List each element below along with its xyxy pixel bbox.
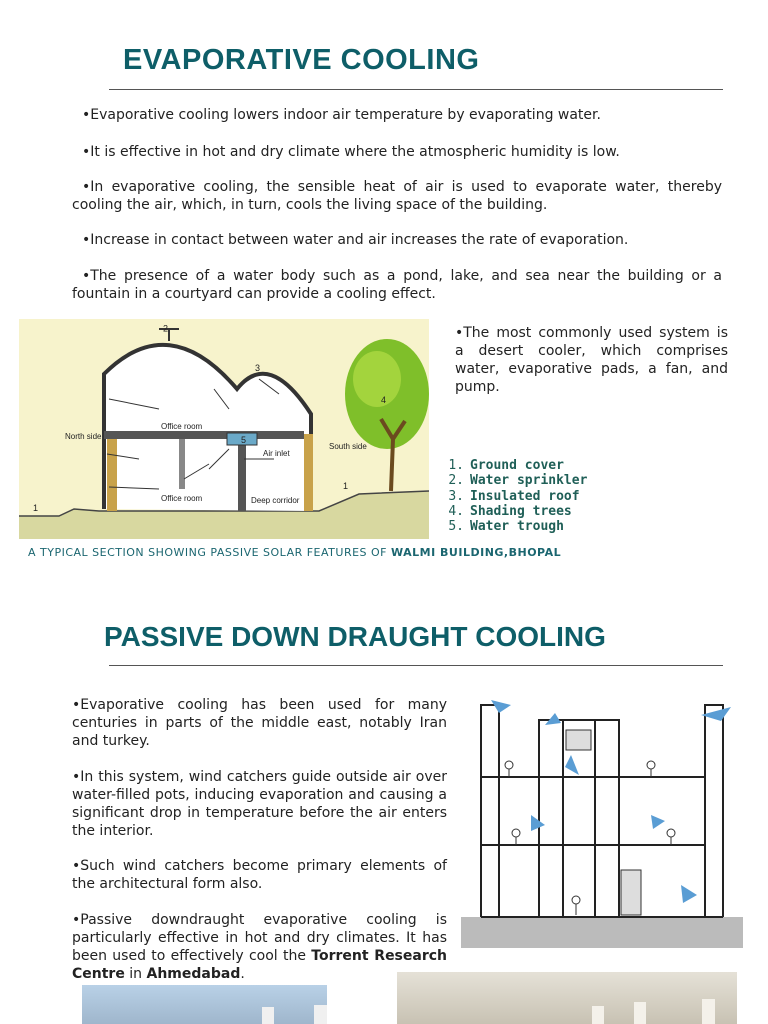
legend-item: 5. Water trough: [448, 519, 564, 535]
bullet-2: •It is effective in hot and dry climate where the atmospheric humidity is low.: [82, 144, 620, 160]
caption-bold: WALMI BUILDING,BHOPAL: [391, 546, 562, 559]
bullet-1: •Evaporative cooling lowers indoor air temperature by evaporating water.: [82, 107, 601, 123]
legend-list: [434, 458, 734, 534]
legend-item: 4. Shading trees: [448, 503, 572, 519]
legend-item: 3. Insulated roof: [448, 488, 580, 504]
building-photo-right: [397, 972, 737, 1024]
legend-item: 1. Ground cover: [448, 458, 564, 473]
label-num-5: 5: [241, 435, 247, 445]
building-photo-left: [82, 985, 327, 1024]
pdc-para-2: •In this system, wind catchers guide outside air over water-filled pots, inducing evaporation and causing a significant drop in temperature before the air enters the interior.: [72, 769, 447, 839]
pdc-para-4: •Passive downdraught evaporative cooling is particularly effective in hot and dry climates. It has been used to effectively cool the Torrent Research Centre in Ahmedabad.: [72, 912, 448, 982]
label-office-room-top: Office room: [161, 422, 203, 431]
label-num-3: 3: [255, 363, 261, 373]
section2-title: PASSIVE DOWN DRAUGHT COOLING: [104, 621, 606, 652]
bullet-3: •In evaporative cooling, the sensible heat of air is used to evaporate water, thereby cooling the air, which, in turn, cools the living space of the building.: [72, 179, 722, 213]
label-num-1b: 1: [343, 481, 349, 491]
section2-rule: [109, 665, 723, 666]
legend-item: 2. Water sprinkler: [448, 473, 588, 489]
label-deep-corridor: Deep corridor: [251, 496, 300, 505]
label-num-1: 1: [33, 503, 39, 513]
caption-prefix: A TYPICAL SECTION SHOWING PASSIVE SOLAR FEATURES OF: [28, 546, 392, 559]
windcatcher-section-diagram: [461, 695, 743, 948]
walmi-section-diagram: [19, 319, 429, 539]
pdc-para-1: •Evaporative cooling has been used for many centuries in parts of the middle east, notably Iran and turkey.: [72, 697, 447, 749]
section1-title: EVAPORATIVE COOLING: [123, 44, 480, 76]
side-text: •The most commonly used system is a desert cooler, which comprises water, evaporative pads, a fan, and pump.: [455, 325, 728, 395]
bullet-5: •The presence of a water body such as a pond, lake, and sea near the building or a fountain in a courtyard can provide a cooling effect.: [72, 268, 722, 302]
label-office-room-bottom: Office room: [161, 494, 203, 503]
section1-rule: [109, 89, 723, 90]
bullet-4: •Increase in contact between water and air increases the rate of evaporation.: [82, 232, 629, 248]
figure-caption: [28, 546, 748, 559]
label-south-side: South side: [329, 442, 367, 451]
label-num-4: 4: [381, 395, 387, 405]
pdc-para-3: •Such wind catchers become primary elements of the architectural form also.: [72, 858, 447, 892]
label-num-2: 2: [163, 323, 169, 334]
label-air-inlet: Air inlet: [263, 449, 290, 458]
label-north-side: North side: [65, 432, 102, 441]
